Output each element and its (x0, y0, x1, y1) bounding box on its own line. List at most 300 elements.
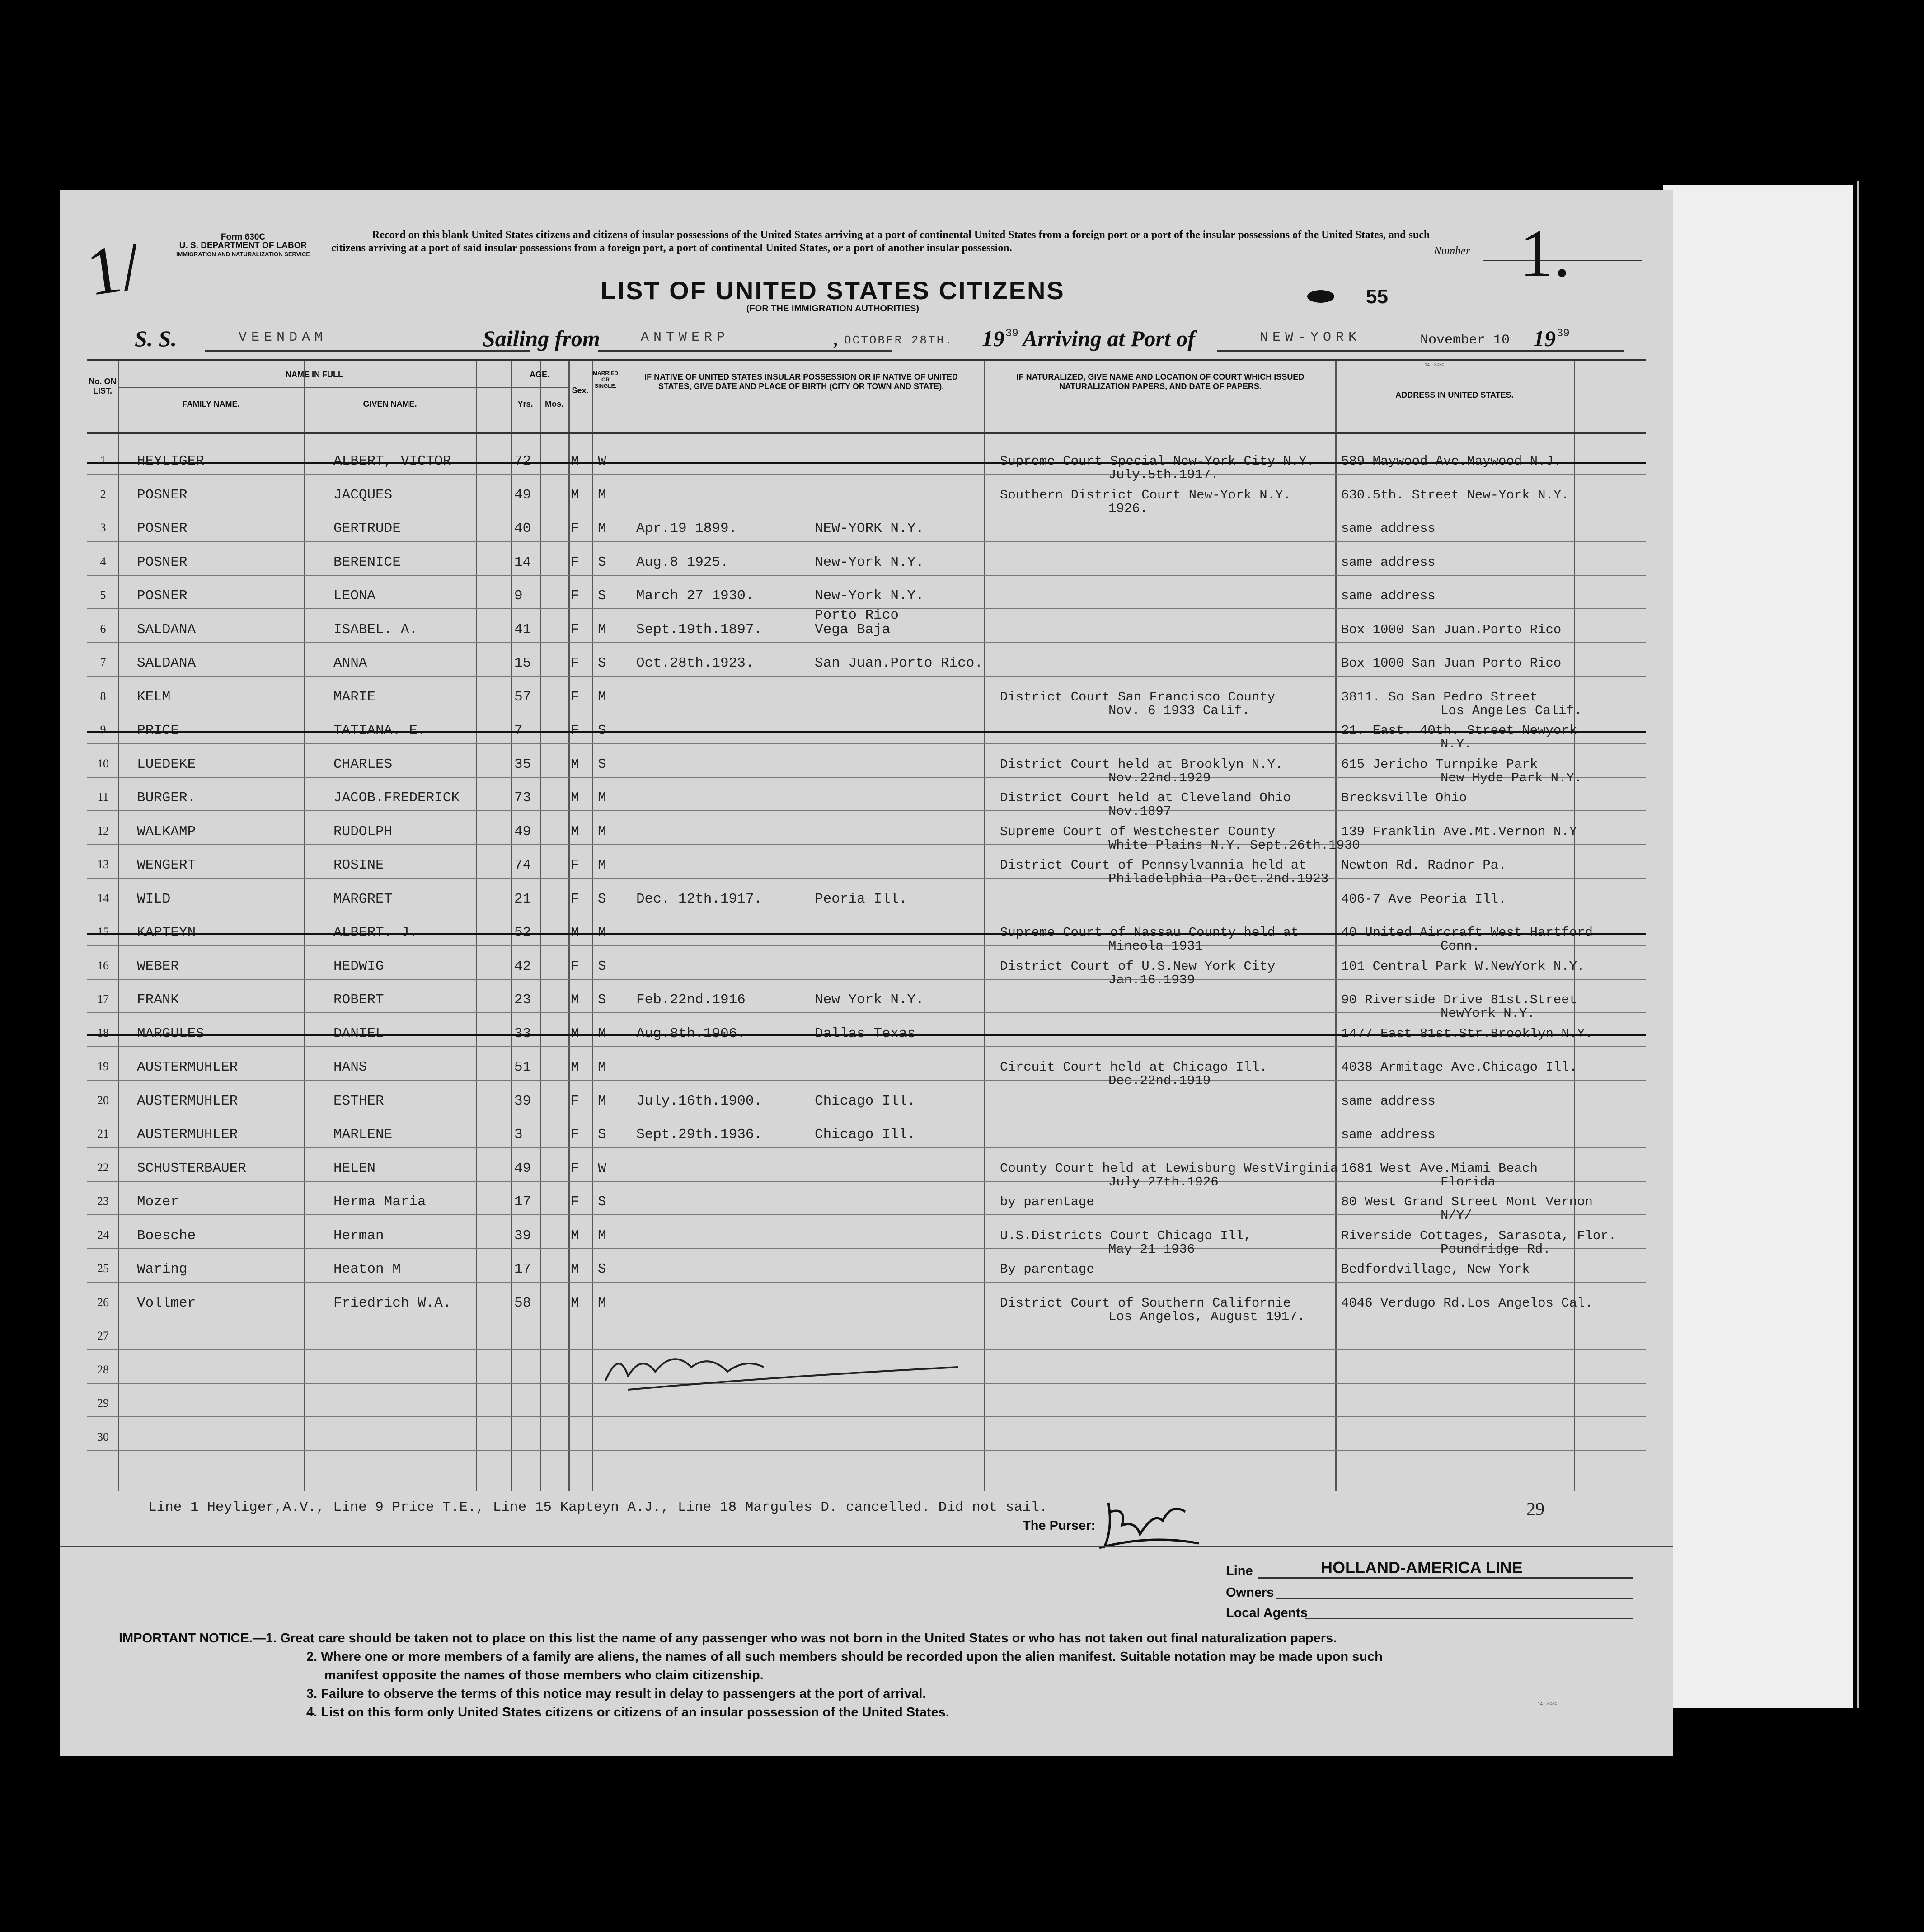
row-number: 23 (97, 1194, 109, 1208)
sex: F (571, 621, 579, 638)
family-name: POSNER (137, 588, 188, 604)
row-rule (87, 878, 1646, 879)
row-number: 12 (97, 824, 109, 837)
marital-status: M (598, 487, 606, 503)
row-number: 5 (100, 588, 106, 602)
naturalization-date: Philadelphia Pa.Oct.2nd.1923 (1108, 871, 1329, 886)
row-number: 22 (97, 1161, 109, 1174)
us-address-2: Los Angeles Calif. (1441, 703, 1582, 718)
naturalization-court: District Court of Southern Californie (1000, 1295, 1291, 1311)
marital-status: S (598, 1127, 606, 1142)
row-number: 16 (97, 959, 109, 972)
marital-status: M (598, 689, 606, 705)
given-name: Herman (333, 1227, 384, 1244)
family-name: WILD (137, 891, 171, 907)
us-address-2: N.Y. (1441, 737, 1472, 752)
marital-status: M (598, 1227, 606, 1244)
family-name: Vollmer (137, 1295, 196, 1311)
naturalization-court: By parentage (1000, 1262, 1094, 1277)
naturalization-date: Nov.22nd.1929 (1108, 770, 1211, 785)
us-address: 4038 Armitage Ave.Chicago Ill. (1341, 1060, 1577, 1075)
sex: F (571, 1160, 579, 1176)
row-rule (87, 844, 1646, 845)
row-number: 14 (97, 891, 109, 905)
sex: M (571, 992, 579, 1008)
row-number: 6 (100, 622, 106, 635)
given-name: HELEN (333, 1160, 376, 1176)
sex: M (571, 1295, 579, 1311)
row-number: 19 (97, 1060, 109, 1073)
marital-status: S (598, 756, 606, 772)
given-name: JACOB.FREDERICK (333, 790, 460, 806)
birth-date: Sept.19th.1897. (636, 621, 763, 638)
form-label (139, 233, 347, 259)
family-name: WEBER (137, 958, 179, 974)
birth-date: March 27 1930. (636, 588, 754, 604)
us-address: same address (1341, 1127, 1436, 1142)
birth-date: Sept.29th.1936. (636, 1127, 763, 1142)
record-instructions: Record on this blank United States citizens and citizens of insular possessions of the United States arriving at a port of continental United States from a foreign port or a port of the insular possessions of the United States, and such citizens arriving at a port of said insular possessions from a foreign port, a port of continental United States, or a port of another insular possession. (331, 229, 1430, 254)
row-rule (87, 979, 1646, 980)
given-name: LEONA (333, 588, 376, 604)
us-address: Newton Rd. Radnor Pa. (1341, 858, 1506, 873)
us-address: 101 Central Park W.NewYork N.Y. (1341, 959, 1585, 974)
marital-status: W (598, 1160, 606, 1176)
us-address-2: N/Y/ (1441, 1208, 1472, 1223)
row-number: 27 (97, 1329, 109, 1342)
us-address: 80 West Grand Street Mont Vernon (1341, 1194, 1593, 1209)
us-address: Box 1000 San Juan Porto Rico (1341, 656, 1562, 671)
family-name: LUEDEKE (137, 756, 196, 772)
naturalization-court: Circuit Court held at Chicago Ill. (1000, 1060, 1267, 1075)
us-address: 21. East. 40th. Street Newyork (1341, 723, 1577, 738)
sex: M (571, 756, 579, 772)
row-rule (87, 1046, 1646, 1047)
col-sex: Sex. (572, 386, 589, 395)
given-name: TATIANA. E. (333, 723, 426, 738)
birth-place-2: Porto Rico (815, 607, 899, 623)
marital-status: S (598, 723, 606, 738)
us-address-2: Poundridge Rd. (1441, 1241, 1551, 1257)
col-native: IF NATIVE OF UNITED STATES INSULAR POSSESSION OR IF NATIVE OF UNITED STATES, GIVE DATE AND PLACE OF BIRTH (CITY OR TOWN AND STATE). (644, 372, 958, 391)
row-rule (87, 1248, 1646, 1249)
printer-code: 14—8080 (1425, 362, 1445, 367)
given-name: CHARLES (333, 756, 393, 772)
marital-status: M (598, 857, 606, 873)
row-rule (87, 743, 1646, 744)
naturalization-date: May 21 1936 (1108, 1241, 1195, 1257)
birth-place: Chicago Ill. (815, 1093, 916, 1109)
us-address: 40 United Aircraft West Hartford (1341, 925, 1593, 940)
given-name: HEDWIG (333, 958, 384, 974)
ss-label: S. S. (135, 326, 177, 351)
given-name: MARLENE (333, 1127, 393, 1142)
sex: F (571, 689, 579, 705)
row-number: 15 (97, 925, 109, 938)
family-name: PRICE (137, 723, 179, 738)
row-number: 10 (97, 757, 109, 770)
ship-name: VEENDAM (239, 330, 328, 345)
agents-label: Local Agents (1226, 1606, 1308, 1620)
us-address: 3811. So San Pedro Street (1341, 689, 1538, 705)
marital-status: M (598, 790, 606, 806)
row-number: 17 (97, 992, 109, 1006)
sex: F (571, 1194, 579, 1210)
row-number: 3 (100, 521, 106, 534)
family-name: AUSTERMUHLER (137, 1093, 238, 1109)
birth-place: New York N.Y. (815, 992, 924, 1008)
number-label: Number (1434, 245, 1470, 257)
naturalization-court: District Court held at Cleveland Ohio (1000, 790, 1291, 805)
sex: M (571, 1261, 579, 1277)
marital-status: M (598, 1295, 606, 1311)
sex: F (571, 723, 579, 738)
marital-status: W (598, 453, 606, 469)
age-years: 15 (514, 655, 531, 671)
bottom-code: 14—8080 (1538, 1702, 1558, 1706)
age-years: 41 (514, 621, 531, 638)
family-name: SALDANA (137, 655, 196, 671)
year-suffix: 39 (1005, 328, 1018, 340)
sex: M (571, 925, 579, 940)
arrival-date: November 10 (1420, 333, 1510, 348)
row-number: 13 (97, 858, 109, 871)
row-rule (87, 1416, 1646, 1417)
sailing-port: ANTWERP (641, 330, 730, 345)
age-years: 17 (514, 1194, 531, 1210)
given-name: JACQUES (333, 487, 393, 503)
naturalization-date: Dec.22nd.1919 (1108, 1073, 1211, 1088)
birth-place: New-York N.Y. (815, 588, 924, 604)
us-address: 90 Riverside Drive 81st.Street (1341, 992, 1577, 1007)
ink-blot (1307, 290, 1334, 303)
page-title: LIST OF UNITED STATES CITIZENS (601, 276, 1065, 305)
sex: F (571, 1127, 579, 1142)
age-years: 33 (514, 1025, 531, 1042)
family-name: KELM (137, 689, 171, 705)
naturalization-court: District Court held at Brooklyn N.Y. (1000, 757, 1283, 772)
age-years: 57 (514, 689, 531, 705)
us-address: 1681 West Ave.Miami Beach (1341, 1161, 1538, 1176)
notice-head: IMPORTANT NOTICE.— (119, 1631, 266, 1645)
naturalization-court: Supreme Court of Westchester County (1000, 824, 1276, 839)
owners-label: Owners (1226, 1585, 1274, 1600)
marital-status: S (598, 655, 606, 671)
naturalization-court: Supreme Court of Nassau County held at (1000, 925, 1299, 940)
col-no: No. ON LIST. (89, 377, 117, 395)
us-address: 4046 Verdugo Rd.Los Angelos Cal. (1341, 1295, 1593, 1311)
birth-date: Aug.8th.1906. (636, 1025, 746, 1042)
row-number: 8 (100, 689, 106, 703)
birth-place: San Juan.Porto Rico. (815, 655, 983, 671)
naturalization-court: U.S.Districts Court Chicago Ill, (1000, 1228, 1252, 1243)
naturalization-date: Nov. 6 1933 Calif. (1108, 703, 1250, 718)
birth-date: Dec. 12th.1917. (636, 891, 763, 907)
age-years: 35 (514, 756, 531, 772)
marital-status: S (598, 1194, 606, 1210)
given-name: ALBERT. J. (333, 925, 418, 940)
age-years: 17 (514, 1261, 531, 1277)
naturalization-court: by parentage (1000, 1194, 1094, 1209)
form-department: U. S. DEPARTMENT OF LABOR (179, 241, 307, 250)
birth-date: July.16th.1900. (636, 1093, 763, 1109)
margin-signature (601, 1340, 962, 1401)
age-years: 73 (514, 790, 531, 806)
birth-place: NEW-YORK N.Y. (815, 521, 924, 536)
us-address-2: NewYork N.Y. (1441, 1006, 1535, 1021)
naturalization-date: July 27th.1926 (1108, 1174, 1219, 1189)
naturalization-court: District Court San Francisco County (1000, 689, 1276, 705)
given-name: BERENICE (333, 554, 401, 570)
birth-place: Peoria Ill. (815, 891, 907, 907)
arrival-port: NEW-YORK (1260, 330, 1361, 345)
notice-3: 3. Failure to observe the terms of this notice may result in delay to passengers at the port of arrival. (306, 1687, 926, 1701)
row-rule (87, 1080, 1646, 1081)
age-years: 72 (514, 453, 531, 469)
sex: M (571, 790, 579, 806)
row-number: 25 (97, 1262, 109, 1275)
given-name: GERTRUDE (333, 521, 401, 536)
sex: F (571, 521, 579, 536)
naturalization-date: Los Angelos, August 1917. (1108, 1309, 1305, 1324)
age-years: 40 (514, 521, 531, 536)
age-years: 39 (514, 1093, 531, 1109)
sex: F (571, 655, 579, 671)
age-years: 23 (514, 992, 531, 1008)
row-rule (87, 676, 1646, 677)
cancel-strike (87, 731, 1646, 733)
row-number: 28 (97, 1363, 109, 1376)
year-prefix: 19 (982, 326, 1004, 351)
age-years: 7 (514, 723, 523, 738)
notice-2: 2. Where one or more members of a family are aliens, the names of all such members should be recorded upon the alien manifest. Suitable notation may be made upon such (306, 1650, 1383, 1664)
given-name: Herma Maria (333, 1194, 426, 1210)
family-name: SALDANA (137, 621, 196, 638)
line-value: HOLLAND-AMERICA LINE (1321, 1558, 1523, 1577)
line-label: Line (1226, 1564, 1253, 1578)
family-name: Waring (137, 1261, 188, 1277)
marital-status: S (598, 1261, 606, 1277)
us-address-2: New Hyde Park N.Y. (1441, 770, 1582, 785)
manifest-sheet: Form 630C U. S. DEPARTMENT OF LABOR IMMIGRATION AND NATURALIZATION SERVICE 1/ Record on this blank United States citizens and citizens of insular possessions of the United States arriving at a port of continental United States from a foreign port or a port of the insular possessions of the United States, and such citizens arriving at a port of said insular possessions from a foreign port, a port of continental United States, or a port of another insular possession. Number 1. LIST OF UNITED STATES CITIZENS (FOR THE IMMIGRATION AUTHORITIES) 55 S. S. VEENDAM Sailing from ANTWERP , OCTOBER 28TH. 19 39 Arriving at Port of NEW-YORK November 10 19 39 14—8080 No. ON LIST. NAME IN FULL FAMILY NAME. GIVEN NAME. AGE. Yrs. Mos. Sex. MARRIED OR SINGLE. IF NATIVE OF UNITED STATES INSULAR POSSESSION OR IF NATIVE OF UNITED STATES, GIVE DATE AND PLACE OF BIRTH (CITY OR TOWN AND STATE). IF NATURALIZED, GIVE NAME AND LOCATION OF COURT WHICH ISSUED NATURALIZATION PAPERS, AND DATE OF PAPERS. ADDRESS IN UNITED STATES. 1 HEYLIGER ALBERT, VICTOR 72 M W Supreme Court Special New-York City N.Y. July.5th.1917. 589 Maywood Ave.Maywood N.J. 2 POSNER JACQUES 49 M M Southern District Court New-York N.Y. 1926. 630.5th. Street New-York N.Y. 3 POSNER GERTRUDE 40 F M Apr.19 1899. NEW-YORK N.Y. same address 4 POSNER BERENICE 14 F S Aug.8 1925. New-York N.Y. same address 5 POSNER LEONA 9 F S March 27 1930. New-York N.Y. same address 6 SALDANA ISABEL. A. 41 F M Sept.19th.1897. Vega Baja Porto Rico Box 1000 San Juan.Porto Rico 7 SALDANA ANNA 15 F S Oct.28th.1923. San Juan.Porto Rico. Box 1000 San Juan Porto Rico 8 KELM MARIE 57 F M District Court San Francisco County Nov. 6 1933 Calif. 3811. So San Pedro Street Los Angeles Calif. 9 PRICE TATIANA. E. 7 F S 21. East. 40th. Street Newyork N.Y. 10 LUEDEKE CHARLES 35 M S District Court held at Brooklyn N.Y. Nov.22nd.1929 615 Jericho Turnpike Park New Hyde Park N.Y. 11 BURGER. JACOB.FREDERICK 73 M M District Court held at Cleveland Ohio Nov.1897 Brecksville Ohio 12 WALKAMP RUDOLPH 49 M M Supreme Court of Westchester County White Plains N.Y. Sept.26th.1930 139 Franklin Ave.Mt.Vernon N.Y 13 WENGERT ROSINE 74 F M District Court of Pennsylvannia held at Philadelphia Pa.Oct.2nd.1923 Newton Rd. Radnor Pa. 14 WILD MARGRET 21 F S Dec. 12th.1917. Peoria Ill. 406-7 Ave Peoria Ill. 15 KAPTEYN ALBERT. J. 52 M M Supreme Court of Nassau County held at Mineola 1931 40 United Aircraft West Hartford Conn. 16 WEBER HEDWIG 42 F S District Court of U.S.New York City Jan.16.1939 101 Central Park W.NewYork N.Y. 17 FRANK ROBERT 23 M S Feb.22nd.1916 New York N.Y. 90 Riverside Drive 81st.Street NewYork N.Y. 18 MARGULES DANIEL 33 M M Aug.8th.1906. Dallas Texas 1477 East 81st.Str.Brooklyn N.Y. 19 AUSTERMUHLER HANS 51 M M Circuit Court held at Chicago Ill. Dec.22nd.1919 4038 Armitage Ave.Chicago Ill. 20 AUSTERMUHLER ESTHER 39 F M July.16th.1900. Chicago Ill. same address 21 AUSTERMUHLER MARLENE 3 F S Sept.29th.1936. Chicago Ill. same address 22 SCHUSTERBAUER HELEN 49 F W County Court held at Lewisburg WestVirginia July 27th.1926 1681 West Ave.Miami Beach Florida 23 Mozer Herma Maria 17 F S by parentage 80 West Grand Street Mont Vernon N/Y/ 24 Boesche Herman 39 M M U.S.Districts Court Chicago Ill, May 21 1936 Riverside Cottages, Sarasota, Flor. Poundridge Rd. 25 Waring Heaton M 17 M S By parentage Bedfordvillage, New York 26 Vollmer Friedrich W.A. 58 M M District Court of Southern Californie Los Angelos, August 1917. 4046 Verdugo Rd.Los Angelos Cal. 27 28 29 30 Line 1 Heyliger,A.V., Line 9 Price T.E., Line 15 Kapteyn A.J., Line 18 Margules D. cancelled. Did not sail. The Purser: 29 Line HOLLAND-AMERICA LINE Owners Local Agents IMPORTANT NOTICE.—1. Great care should be taken not to place on this list the name of any passenger who was not born in the United States or who has not taken out final naturalization papers. 2. Where one or more members of a family are aliens, the names of all such members should be recorded upon the alien manifest. Suitable notation may be made upon such manifest opposite the names of those members who claim citizenship. 3. Failure to observe the terms of this notice may result in delay to passengers at the port of arrival. 4. List on this form only United States citizens or citizens of an insular possession of the United States. 14—8080 (60, 190, 1673, 1756)
sex: F (571, 588, 579, 604)
form-number: Form 630C (221, 232, 266, 242)
age-years: 9 (514, 588, 523, 604)
sailing-label: Sailing from (483, 326, 600, 351)
col-given-name: GIVEN NAME. (363, 400, 417, 409)
age-years: 21 (514, 891, 531, 907)
col-name-in-full: NAME IN FULL (286, 370, 343, 379)
page-subtitle: (FOR THE IMMIGRATION AUTHORITIES) (746, 304, 920, 314)
marital-status: M (598, 1093, 606, 1109)
birth-place: Dallas Texas (815, 1025, 916, 1042)
cancel-strike (87, 933, 1646, 935)
given-name: ESTHER (333, 1093, 384, 1109)
family-name: Mozer (137, 1194, 179, 1210)
sex: M (571, 823, 579, 840)
stamp-number: 55 (1366, 286, 1388, 308)
given-name: ANNA (333, 655, 367, 671)
col-family-name: FAMILY NAME. (182, 400, 240, 409)
age-years: 52 (514, 925, 531, 940)
us-address: same address (1341, 1093, 1436, 1109)
naturalization-court: County Court held at Lewisburg WestVirginia (1000, 1161, 1338, 1176)
row-number: 29 (97, 1396, 109, 1410)
row-rule (87, 1181, 1646, 1182)
given-name: ROSINE (333, 857, 384, 873)
sex: F (571, 554, 579, 570)
given-name: ISABEL. A. (333, 621, 418, 638)
naturalization-date: 1926. (1108, 501, 1148, 516)
marital-status: M (598, 925, 606, 940)
us-address: 630.5th. Street New-York N.Y. (1341, 487, 1569, 503)
notice-1: 1. Great care should be taken not to place on this list the name of any passenger who was not born in the United States or who has not taken out final naturalization papers. (265, 1631, 1337, 1645)
naturalization-court: District Court of Pennsylvannia held at (1000, 858, 1307, 873)
birth-place: Chicago Ill. (815, 1127, 916, 1142)
naturalization-date: Nov.1897 (1108, 804, 1172, 819)
family-name: AUSTERMUHLER (137, 1127, 238, 1142)
given-name: ALBERT, VICTOR (333, 453, 451, 469)
age-years: 42 (514, 958, 531, 974)
col-married: MARRIED OR SINGLE. (593, 370, 618, 389)
us-address-2: Florida (1441, 1174, 1496, 1189)
us-address: Bedfordvillage, New York (1341, 1262, 1530, 1277)
row-rule (87, 575, 1646, 576)
marital-status: S (598, 958, 606, 974)
cancel-strike (87, 462, 1646, 464)
given-name: RUDOLPH (333, 823, 393, 840)
family-name: Boesche (137, 1227, 196, 1244)
sex: F (571, 1093, 579, 1109)
notice-4: 4. List on this form only United States citizens or citizens of an insular possession of the United States. (306, 1705, 949, 1720)
us-address: 406-7 Ave Peoria Ill. (1341, 891, 1506, 907)
col-address: ADDRESS IN UNITED STATES. (1395, 390, 1514, 400)
family-name: BURGER. (137, 790, 196, 806)
age-years: 3 (514, 1127, 523, 1142)
arriving-label: Arriving at Port of (1023, 326, 1195, 351)
marital-status: S (598, 588, 606, 604)
row-rule (87, 810, 1646, 811)
page-number: 29 (1526, 1499, 1544, 1519)
row-rule (87, 1012, 1646, 1013)
row-number: 24 (97, 1228, 109, 1241)
row-number: 2 (100, 487, 106, 501)
row-rule (87, 474, 1646, 475)
marital-status: S (598, 891, 606, 907)
family-name: AUSTERMUHLER (137, 1059, 238, 1075)
family-name: POSNER (137, 554, 188, 570)
age-years: 51 (514, 1059, 531, 1075)
corner-mark: 1/ (82, 228, 145, 310)
family-name: WALKAMP (137, 823, 196, 840)
family-name: KAPTEYN (137, 925, 196, 940)
marital-status: M (598, 823, 606, 840)
sex: M (571, 487, 579, 503)
age-years: 58 (514, 1295, 531, 1311)
sex: M (571, 453, 579, 469)
important-notice (119, 1629, 1628, 1722)
page-edge-shadow (1672, 181, 1859, 1708)
naturalization-date: Mineola 1931 (1108, 939, 1203, 954)
age-years: 49 (514, 1160, 531, 1176)
naturalization-date: July.5th.1917. (1108, 467, 1219, 482)
given-name: ROBERT (333, 992, 384, 1008)
marital-status: M (598, 1059, 606, 1075)
family-name: FRANK (137, 992, 179, 1008)
row-rule (87, 1450, 1646, 1451)
us-address: same address (1341, 555, 1436, 570)
sailing-date: OCTOBER 28TH. (844, 334, 953, 347)
cancel-strike (87, 1034, 1646, 1036)
marital-status: M (598, 621, 606, 638)
purser-label: The Purser: (1023, 1518, 1096, 1533)
given-name: MARIE (333, 689, 376, 705)
sex: F (571, 891, 579, 907)
list-number: 1. (1520, 216, 1571, 291)
us-address: 1477 East 81st.Str.Brooklyn N.Y. (1341, 1026, 1593, 1041)
us-address-2: Conn. (1441, 939, 1480, 954)
row-rule (87, 642, 1646, 643)
row-rule (87, 945, 1646, 946)
row-number: 7 (100, 656, 106, 669)
given-name: HANS (333, 1059, 367, 1075)
row-rule (87, 541, 1646, 542)
row-number: 9 (100, 723, 106, 736)
us-address: same address (1341, 521, 1436, 536)
naturalization-date: Jan.16.1939 (1108, 972, 1195, 987)
birth-date: Aug.8 1925. (636, 554, 729, 570)
age-years: 14 (514, 554, 531, 570)
row-rule (87, 1147, 1646, 1148)
us-address: same address (1341, 588, 1436, 603)
birth-place: New-York N.Y. (815, 554, 924, 570)
marital-status: M (598, 1025, 606, 1042)
sex: F (571, 857, 579, 873)
row-number: 21 (97, 1127, 109, 1140)
row-rule (87, 1282, 1646, 1283)
birth-date: Apr.19 1899. (636, 521, 737, 536)
row-number: 26 (97, 1295, 109, 1309)
cancel-note: Line 1 Heyliger,A.V., Line 9 Price T.E., Line 15 Kapteyn A.J., Line 18 Margules D. cancelled. Did not sail. (148, 1500, 1048, 1515)
col-age: AGE. (529, 370, 549, 379)
us-address: Box 1000 San Juan.Porto Rico (1341, 622, 1562, 637)
family-name: MARGULES (137, 1025, 204, 1042)
sex: M (571, 1059, 579, 1075)
family-name: POSNER (137, 521, 188, 536)
age-years: 49 (514, 487, 531, 503)
us-address: Brecksville Ohio (1341, 790, 1467, 805)
us-address: 139 Franklin Ave.Mt.Vernon N.Y (1341, 824, 1577, 839)
row-rule (87, 1214, 1646, 1215)
marital-status: S (598, 992, 606, 1008)
age-years: 74 (514, 857, 531, 873)
row-number: 11 (97, 790, 109, 804)
sex: M (571, 1025, 579, 1042)
birth-date: Feb.22nd.1916 (636, 992, 746, 1008)
row-number: 4 (100, 555, 106, 568)
marital-status: S (598, 554, 606, 570)
birth-date: Oct.28th.1923. (636, 655, 754, 671)
us-address: 615 Jericho Turnpike Park (1341, 757, 1538, 772)
marital-status: M (598, 521, 606, 536)
arrival-year-suffix: 39 (1557, 328, 1570, 340)
sex: F (571, 958, 579, 974)
naturalization-court: District Court of U.S.New York City (1000, 959, 1276, 974)
us-address: 589 Maywood Ave.Maywood N.J. (1341, 454, 1562, 469)
arrival-year: 19 (1533, 326, 1556, 351)
given-name: MARGRET (333, 891, 393, 907)
col-mos: Mos. (544, 400, 563, 409)
